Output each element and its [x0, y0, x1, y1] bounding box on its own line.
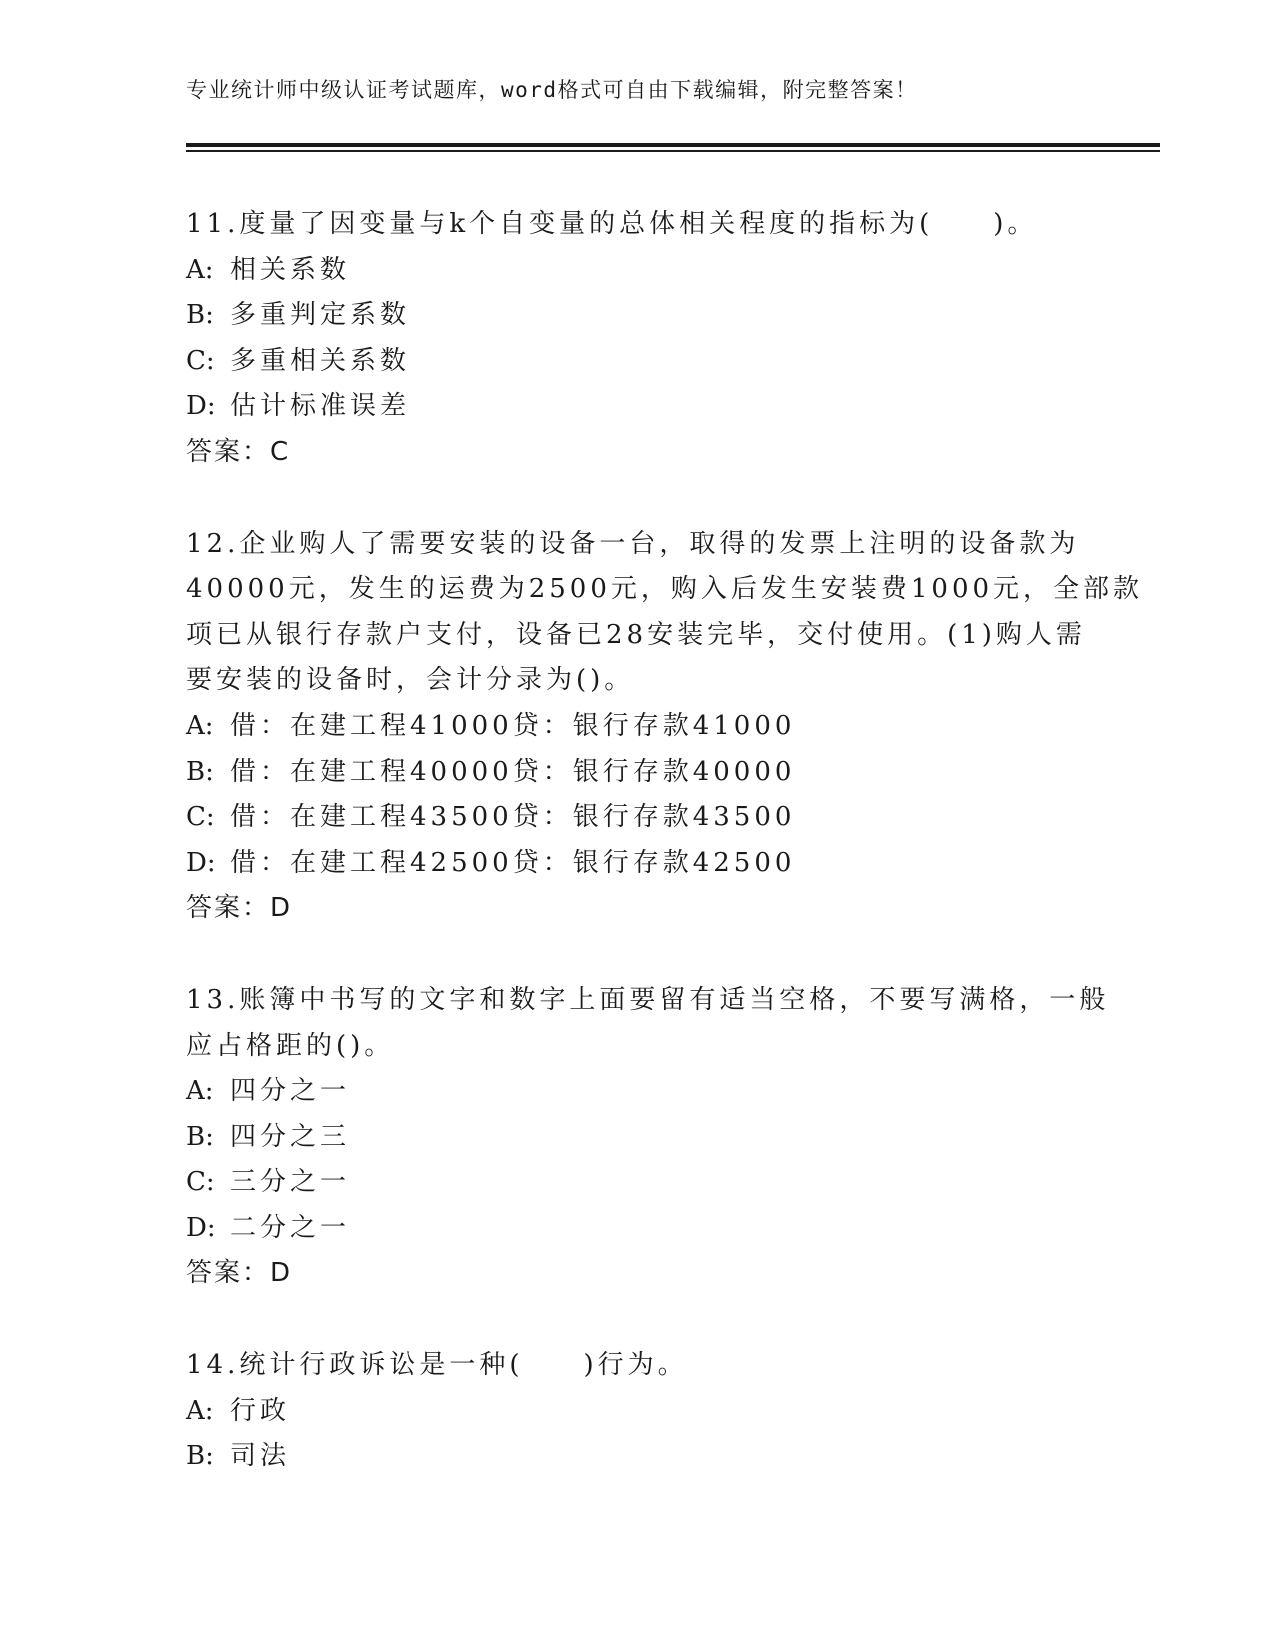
answer-label: 答案：D — [186, 893, 293, 924]
option-a — [186, 1389, 1086, 1435]
option-text: 多重判定系数 — [230, 300, 411, 331]
option-d — [186, 384, 1086, 430]
option-letter: B: — [186, 756, 214, 787]
option-d — [186, 1206, 1086, 1252]
option-letter: D: — [186, 847, 216, 878]
question-stem-line: 项已从银行存款户支付，设备已28安装完毕，交付使用。(1)购人需 — [186, 619, 1086, 650]
option-a — [186, 704, 1086, 750]
option-letter: B: — [186, 1441, 214, 1472]
question-13 — [186, 978, 1110, 1297]
question-11 — [186, 202, 1086, 476]
option-text: 估计标准误差 — [230, 391, 411, 422]
option-text: 相关系数 — [230, 254, 351, 285]
option-c — [186, 339, 1086, 385]
option-b — [186, 1434, 1086, 1480]
answer-label: 答案：C — [186, 436, 291, 467]
option-text: 借：在建工程42500贷：银行存款42500 — [230, 847, 796, 878]
option-letter: D: — [186, 1212, 216, 1243]
option-c — [186, 1160, 1086, 1206]
option-letter: C: — [186, 345, 215, 376]
option-a — [186, 248, 1086, 294]
option-text: 行政 — [230, 1395, 291, 1426]
option-c — [186, 795, 1086, 841]
question-12 — [186, 522, 1144, 932]
option-letter: A: — [186, 710, 214, 741]
header-rule-thick — [186, 143, 1160, 147]
option-a — [186, 1069, 1086, 1115]
question-14 — [186, 1343, 1086, 1480]
option-letter: B: — [186, 300, 214, 331]
question-stem: 14.统计行政诉讼是一种( )行为。 — [186, 1350, 688, 1381]
question-stem-line: 13.账簿中书写的文字和数字上面要留有适当空格，不要写满格，一般 — [186, 984, 1110, 1015]
question-stem-line: 应占格距的()。 — [186, 1030, 395, 1061]
option-b — [186, 293, 1086, 339]
page-header: 专业统计师中级认证考试题库，word格式可自由下载编辑，附完整答案！ — [186, 78, 918, 102]
option-letter: C: — [186, 1167, 215, 1198]
question-list — [186, 202, 1144, 1526]
answer-label: 答案：D — [186, 1258, 293, 1289]
option-text: 司法 — [230, 1441, 291, 1472]
option-text: 借：在建工程41000贷：银行存款41000 — [230, 710, 796, 741]
option-text: 二分之一 — [230, 1212, 351, 1243]
option-text: 四分之一 — [230, 1076, 351, 1107]
option-letter: D: — [186, 391, 216, 422]
option-text: 三分之一 — [230, 1167, 351, 1198]
option-text: 四分之三 — [230, 1121, 351, 1152]
header-rule-thin — [186, 150, 1160, 152]
question-stem-line: 12.企业购人了需要安装的设备一台，取得的发票上注明的设备款为 — [186, 528, 1080, 559]
option-letter: B: — [186, 1121, 214, 1152]
option-letter: A: — [186, 1076, 214, 1107]
question-stem: 11.度量了因变量与k个自变量的总体相关程度的指标为( )。 — [186, 209, 1038, 239]
option-text: 借：在建工程43500贷：银行存款43500 — [230, 802, 796, 833]
option-d — [186, 841, 1086, 887]
option-letter: A: — [186, 254, 214, 285]
option-letter: A: — [186, 1395, 214, 1426]
option-letter: C: — [186, 802, 215, 833]
option-text: 多重相关系数 — [230, 345, 411, 376]
option-b — [186, 1115, 1086, 1161]
option-text: 借：在建工程40000贷：银行存款40000 — [230, 756, 796, 787]
option-b — [186, 750, 1086, 796]
question-stem-line: 40000元，发生的运费为2500元，购入后发生安装费1000元，全部款 — [186, 574, 1144, 605]
question-stem-line: 要安装的设备时，会计分录为()。 — [186, 665, 635, 696]
